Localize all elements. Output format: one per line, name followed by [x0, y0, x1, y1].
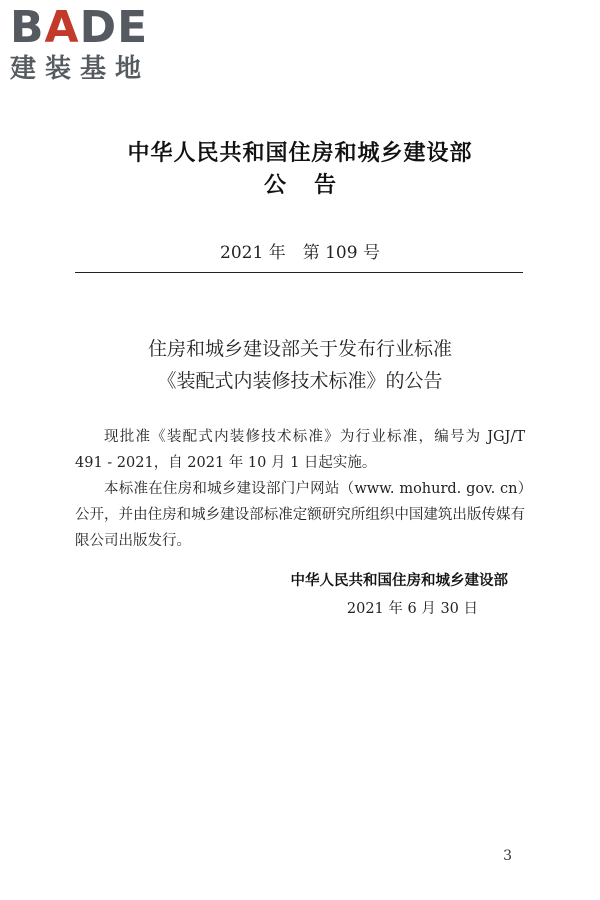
- organization-title: 中华人民共和国住房和城乡建设部: [127, 141, 473, 166]
- logo-wordmark: [10, 4, 180, 52]
- document-number: 2021 年 第 109 号: [220, 243, 380, 263]
- header-divider: [75, 272, 523, 273]
- logo-subtitle: 建装基地: [10, 54, 151, 84]
- body-paragraph-2: 本标准在住房和城乡建设部门户网站（www. mohurd. gov. cn）公开，并由住房和城乡建设部标准定额研究所组织中国建筑出版传媒有限公司出版发行。: [75, 481, 525, 549]
- logo-letter-b: B: [10, 2, 45, 53]
- logo-letter-a: A: [44, 2, 80, 53]
- issue-date: 2021 年 6 月 30 日: [346, 601, 478, 617]
- page-number: 3: [503, 848, 512, 864]
- issuer-signature: 中华人民共和国住房和城乡建设部: [290, 573, 508, 589]
- subject-line-2: 《装配式内装修技术标准》的公告: [157, 370, 443, 392]
- bade-logo: [10, 4, 180, 84]
- subject-line-1: 住房和城乡建设部关于发布行业标准: [147, 338, 452, 360]
- notice-title: 公告: [263, 173, 364, 198]
- body-paragraph-1: 现批准《装配式内装修技术标准》为行业标准，编号为 JGJ/T 491 - 2021，自 2021 年 10 月 1 日起实施。: [75, 429, 525, 471]
- logo-letters-de: DE: [79, 2, 149, 53]
